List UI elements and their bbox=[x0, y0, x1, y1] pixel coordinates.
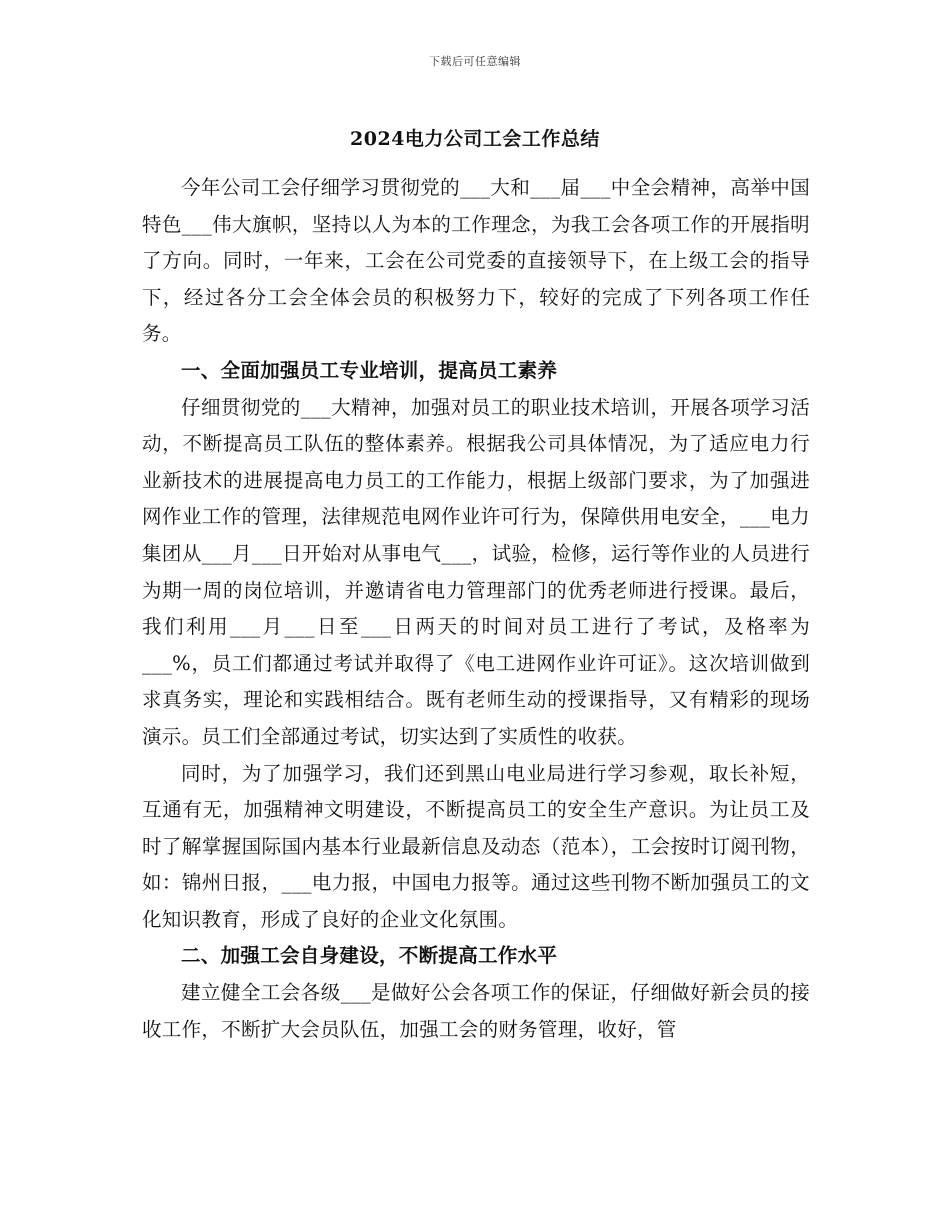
study-paragraph: 同时，为了加强学习，我们还到黑山电业局进行学习参观，取长补短，互通有无，加强精神文明建设，不断提高员工的安全生产意识。为让员工及时了解掌握国际国内基本行业最新信息及动态（范本），工会按时订阅刊物，如：锦州日报，___电力报，中国电力报等。通过这些刊物不断加强员工的文化知识教育，形成了良好的企业文化氛围。 bbox=[142, 761, 810, 931]
section-heading-1: 一、全面加强员工专业培训，提高员工素养 bbox=[181, 358, 558, 382]
training-paragraph: 仔细贯彻党的___大精神，加强对员工的职业技术培训，开展各项学习活动，不断提高员工队伍的整体素养。根据我公司具体情况，为了适应电力行业新技术的进展提高电力员工的工作能力，根据上级部门要求，为了加强进网作业工作的管理，法律规范电网作业许可行为，保障供用电安全，___电力集团从___月___日开始对从事电气___，试验，检修，运行等作业的人员进行为期一周的岗位培训，并邀请省电力管理部门的优秀老师进行授课。最后，我们利用___月___日至___日两天的时间对员工进行了考试，及格率为___%，员工们都通过考试并取得了《电工进网作业许可证》。这次培训做到求真务实，理论和实践相结合。既有老师生动的授课指导，又有精彩的现场演示。员工们全部通过考试，切实达到了实质性的收获。 bbox=[142, 395, 810, 748]
union-building-paragraph: 建立健全工会各级___是做好公会各项工作的保证，仔细做好新会员的接收工作，不断扩大会员队伍，加强工会的财务管理，收好，管 bbox=[142, 981, 810, 1041]
page-header-note: 下载后可任意编辑 bbox=[429, 55, 521, 68]
document-body bbox=[142, 170, 810, 1048]
document-title: 2024电力公司工会工作总结 bbox=[350, 128, 600, 150]
section-heading-2: 二、加强工会自身建设，不断提高工作水平 bbox=[181, 944, 558, 968]
intro-paragraph: 今年公司工会仔细学习贯彻党的___大和___届___中全会精神，高举中国特色___伟大旗帜，坚持以人为本的工作理念，为我工会各项工作的开展指明了方向。同时，一年来，工会在公司党委的直接领导下，在上级工会的指导下，经过各分工会全体会员的积极努力下，较好的完成了下列各项工作任务。 bbox=[142, 176, 810, 346]
